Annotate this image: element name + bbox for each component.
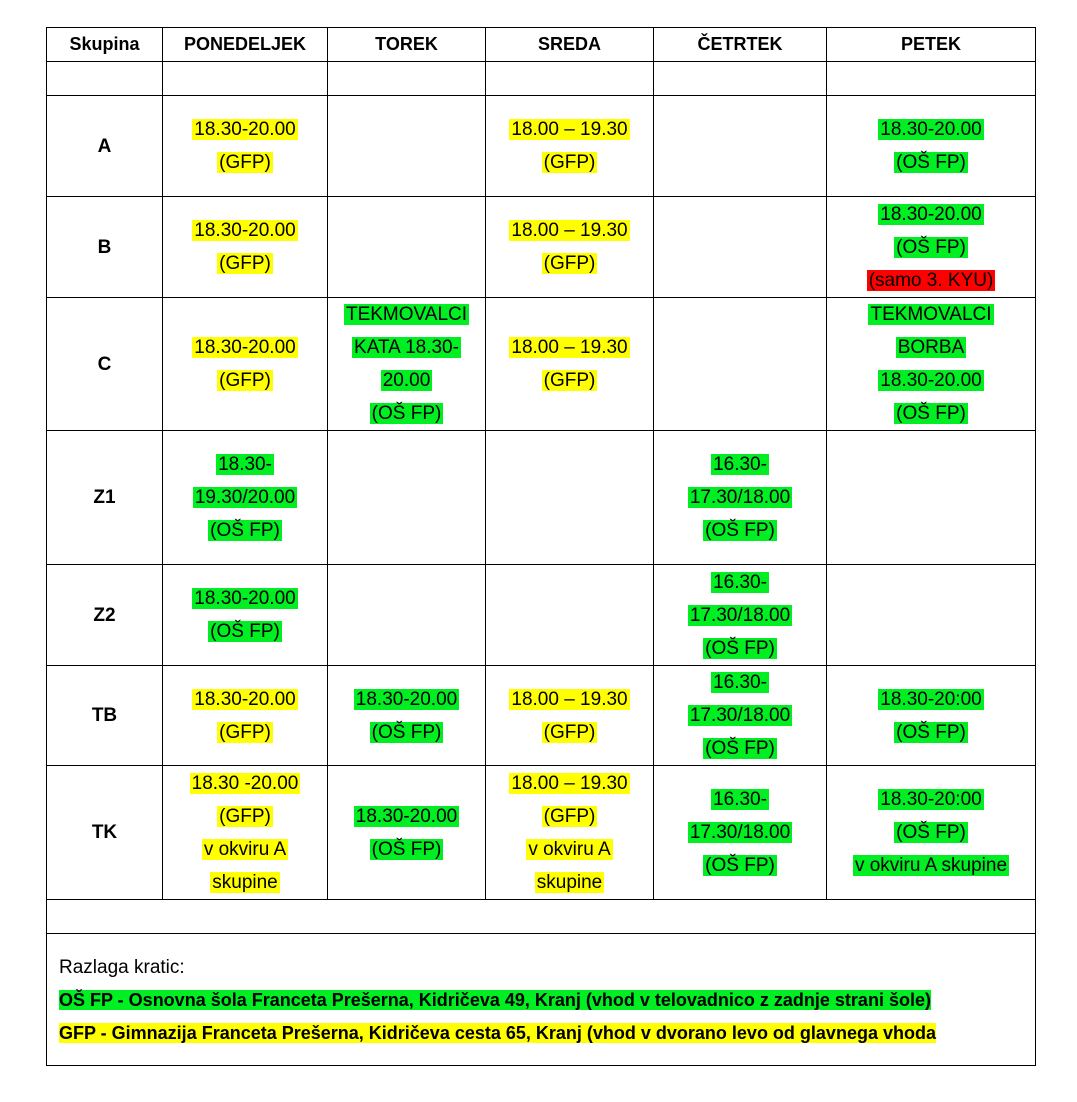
time-text: 20.00 xyxy=(382,370,431,391)
cell-cetrtek xyxy=(654,298,827,431)
cell-sreda xyxy=(486,431,654,565)
time-text: 16.30- xyxy=(713,672,767,693)
time-text: v okviru A skupine xyxy=(854,855,1008,876)
time-text: TEKMOVALCI xyxy=(345,304,468,325)
empty-cell xyxy=(163,62,328,96)
empty-row xyxy=(47,900,1036,934)
time-text: (GFP) xyxy=(543,805,596,827)
time-text: (OŠ FP) xyxy=(705,637,775,659)
group-label: B xyxy=(47,197,163,298)
time-text: BORBA xyxy=(897,337,965,358)
time-text: (GFP) xyxy=(543,370,596,391)
empty-cell xyxy=(654,62,827,96)
cell-sreda xyxy=(486,96,654,197)
time-text: (OŠ FP) xyxy=(371,838,442,860)
cell-torek xyxy=(328,766,486,900)
time-text: 16.30- xyxy=(713,789,767,810)
header-torek: TOREK xyxy=(328,28,486,62)
time-text: 18.00 – 19.30 xyxy=(511,337,628,358)
time-text: 18.30-20.00 xyxy=(194,337,296,358)
cell-cetrtek xyxy=(654,431,827,565)
cell-petek xyxy=(827,565,1036,666)
cell-torek xyxy=(328,666,486,766)
cell-petek xyxy=(827,197,1036,298)
time-text: 18.30 -20.00 xyxy=(191,772,299,794)
time-text: 18.00 – 19.30 xyxy=(511,772,628,794)
cell-sreda xyxy=(486,298,654,431)
time-text: (GFP) xyxy=(219,253,271,274)
time-text: 16.30- xyxy=(713,454,767,475)
legend-lines xyxy=(59,984,1023,1050)
time-text: (GFP) xyxy=(219,805,271,827)
time-text: (OŠ FP) xyxy=(705,855,775,876)
row-z1 xyxy=(47,431,1036,565)
time-text: 18.30- xyxy=(218,454,272,475)
legend-cell xyxy=(47,934,1036,1066)
header-ponedeljek: PONEDELJEK xyxy=(163,28,328,62)
group-label: Z2 xyxy=(47,565,163,666)
time-text: 19.30/20.00 xyxy=(194,487,296,508)
time-text: (GFP) xyxy=(219,370,271,391)
cell-ponedeljek xyxy=(163,96,328,197)
time-text: 17.30/18.00 xyxy=(689,705,791,726)
time-text: 18.30-20.00 xyxy=(194,688,296,710)
time-text: (OŠ FP) xyxy=(896,236,966,258)
time-text: 18.30-20.00 xyxy=(880,203,982,225)
legend-row xyxy=(47,934,1036,1066)
cell-petek xyxy=(827,666,1036,766)
time-text: (OŠ FP) xyxy=(371,721,442,743)
time-text: TEKMOVALCI xyxy=(870,304,992,325)
cell-cetrtek xyxy=(654,766,827,900)
cell-ponedeljek xyxy=(163,431,328,565)
row-c xyxy=(47,298,1036,431)
row-a xyxy=(47,96,1036,197)
cell-cetrtek xyxy=(654,666,827,766)
cell-ponedeljek xyxy=(163,298,328,431)
cell-torek xyxy=(328,96,486,197)
time-text: 18.30-20.00 xyxy=(355,688,458,710)
time-text: (OŠ FP) xyxy=(896,403,966,424)
cell-ponedeljek xyxy=(163,666,328,766)
cell-sreda xyxy=(486,666,654,766)
time-text: (OŠ FP) xyxy=(896,721,966,743)
cell-torek xyxy=(328,565,486,666)
legend-osfp: OŠ FP - Osnovna šola Franceta Prešerna, Kidričeva 49, Kranj (vhod v telovadnico z zadnje strani šole) xyxy=(59,990,931,1010)
time-text: 18.00 – 19.30 xyxy=(511,119,628,140)
cell-petek xyxy=(827,766,1036,900)
cell-cetrtek xyxy=(654,565,827,666)
time-text: 18.30-20.00 xyxy=(194,119,296,140)
time-text: 18.30-20.00 xyxy=(880,119,982,140)
header-row xyxy=(47,28,1036,62)
time-text: (GFP) xyxy=(543,152,596,173)
cell-petek xyxy=(827,298,1036,431)
schedule-table xyxy=(46,27,1036,1066)
time-text: (OŠ FP) xyxy=(210,621,280,642)
empty-cell xyxy=(328,62,486,96)
time-text: KATA 18.30- xyxy=(354,337,459,358)
time-text: 18.30-20.00 xyxy=(880,370,982,391)
legend-gfp: GFP - Gimnazija Franceta Prešerna, Kidričeva cesta 65, Kranj (vhod v dvorano levo od glavnega vhoda xyxy=(59,1023,936,1043)
group-label: Z1 xyxy=(47,431,163,565)
cell-cetrtek xyxy=(654,197,827,298)
cell-petek xyxy=(827,431,1036,565)
row-tk xyxy=(47,766,1036,900)
time-text: (OŠ FP) xyxy=(705,520,775,541)
cell-torek xyxy=(328,431,486,565)
header-cetrtek: ČETRTEK xyxy=(654,28,827,62)
time-text: 18.30-20.00 xyxy=(194,588,296,609)
time-text: (OŠ FP) xyxy=(896,822,966,843)
time-text: skupine xyxy=(212,871,278,893)
cell-ponedeljek xyxy=(163,197,328,298)
cell-torek xyxy=(328,298,486,431)
time-text: 18.00 – 19.30 xyxy=(511,220,628,241)
time-text: 17.30/18.00 xyxy=(689,822,791,843)
cell-sreda xyxy=(486,766,654,900)
group-label: TB xyxy=(47,666,163,766)
header-skupina: Skupina xyxy=(47,28,163,62)
row-z2 xyxy=(47,565,1036,666)
time-text: (OŠ FP) xyxy=(705,738,775,759)
spacer-row xyxy=(47,62,1036,96)
row-tb xyxy=(47,666,1036,766)
row-b xyxy=(47,197,1036,298)
spacer-row-bottom xyxy=(47,900,1036,934)
time-text: 18.30-20.00 xyxy=(194,220,296,241)
cell-torek xyxy=(328,197,486,298)
group-label: TK xyxy=(47,766,163,900)
cell-sreda xyxy=(486,197,654,298)
time-text: 18.30-20:00 xyxy=(880,688,982,710)
empty-cell xyxy=(47,62,163,96)
time-text: (GFP) xyxy=(543,253,596,274)
empty-cell xyxy=(486,62,654,96)
time-text: (samo 3. KYU) xyxy=(868,269,994,291)
cell-petek xyxy=(827,96,1036,197)
time-text: 18.30-20.00 xyxy=(355,805,458,827)
time-text: 18.00 – 19.30 xyxy=(511,688,628,710)
cell-ponedeljek xyxy=(163,565,328,666)
empty-cell xyxy=(827,62,1036,96)
time-text: (OŠ FP) xyxy=(210,520,280,541)
cell-sreda xyxy=(486,565,654,666)
group-label: A xyxy=(47,96,163,197)
group-label: C xyxy=(47,298,163,431)
time-text: (GFP) xyxy=(219,721,271,743)
time-text: skupine xyxy=(536,871,603,893)
header-sreda: SREDA xyxy=(486,28,654,62)
time-text: (OŠ FP) xyxy=(896,152,966,173)
time-text: 17.30/18.00 xyxy=(689,604,791,626)
header-petek: PETEK xyxy=(827,28,1036,62)
time-text: 16.30- xyxy=(713,571,767,593)
legend-title: Razlaga kratic: xyxy=(59,957,185,978)
time-text: v okviru A xyxy=(203,838,287,860)
time-text: (GFP) xyxy=(219,152,271,173)
time-text: 17.30/18.00 xyxy=(689,487,791,508)
time-text: (GFP) xyxy=(543,721,596,743)
cell-cetrtek xyxy=(654,96,827,197)
time-text: (OŠ FP) xyxy=(371,403,442,424)
schedule-body xyxy=(47,62,1036,900)
time-text: v okviru A xyxy=(528,838,611,860)
time-text: 18.30-20:00 xyxy=(880,789,982,810)
cell-ponedeljek xyxy=(163,766,328,900)
